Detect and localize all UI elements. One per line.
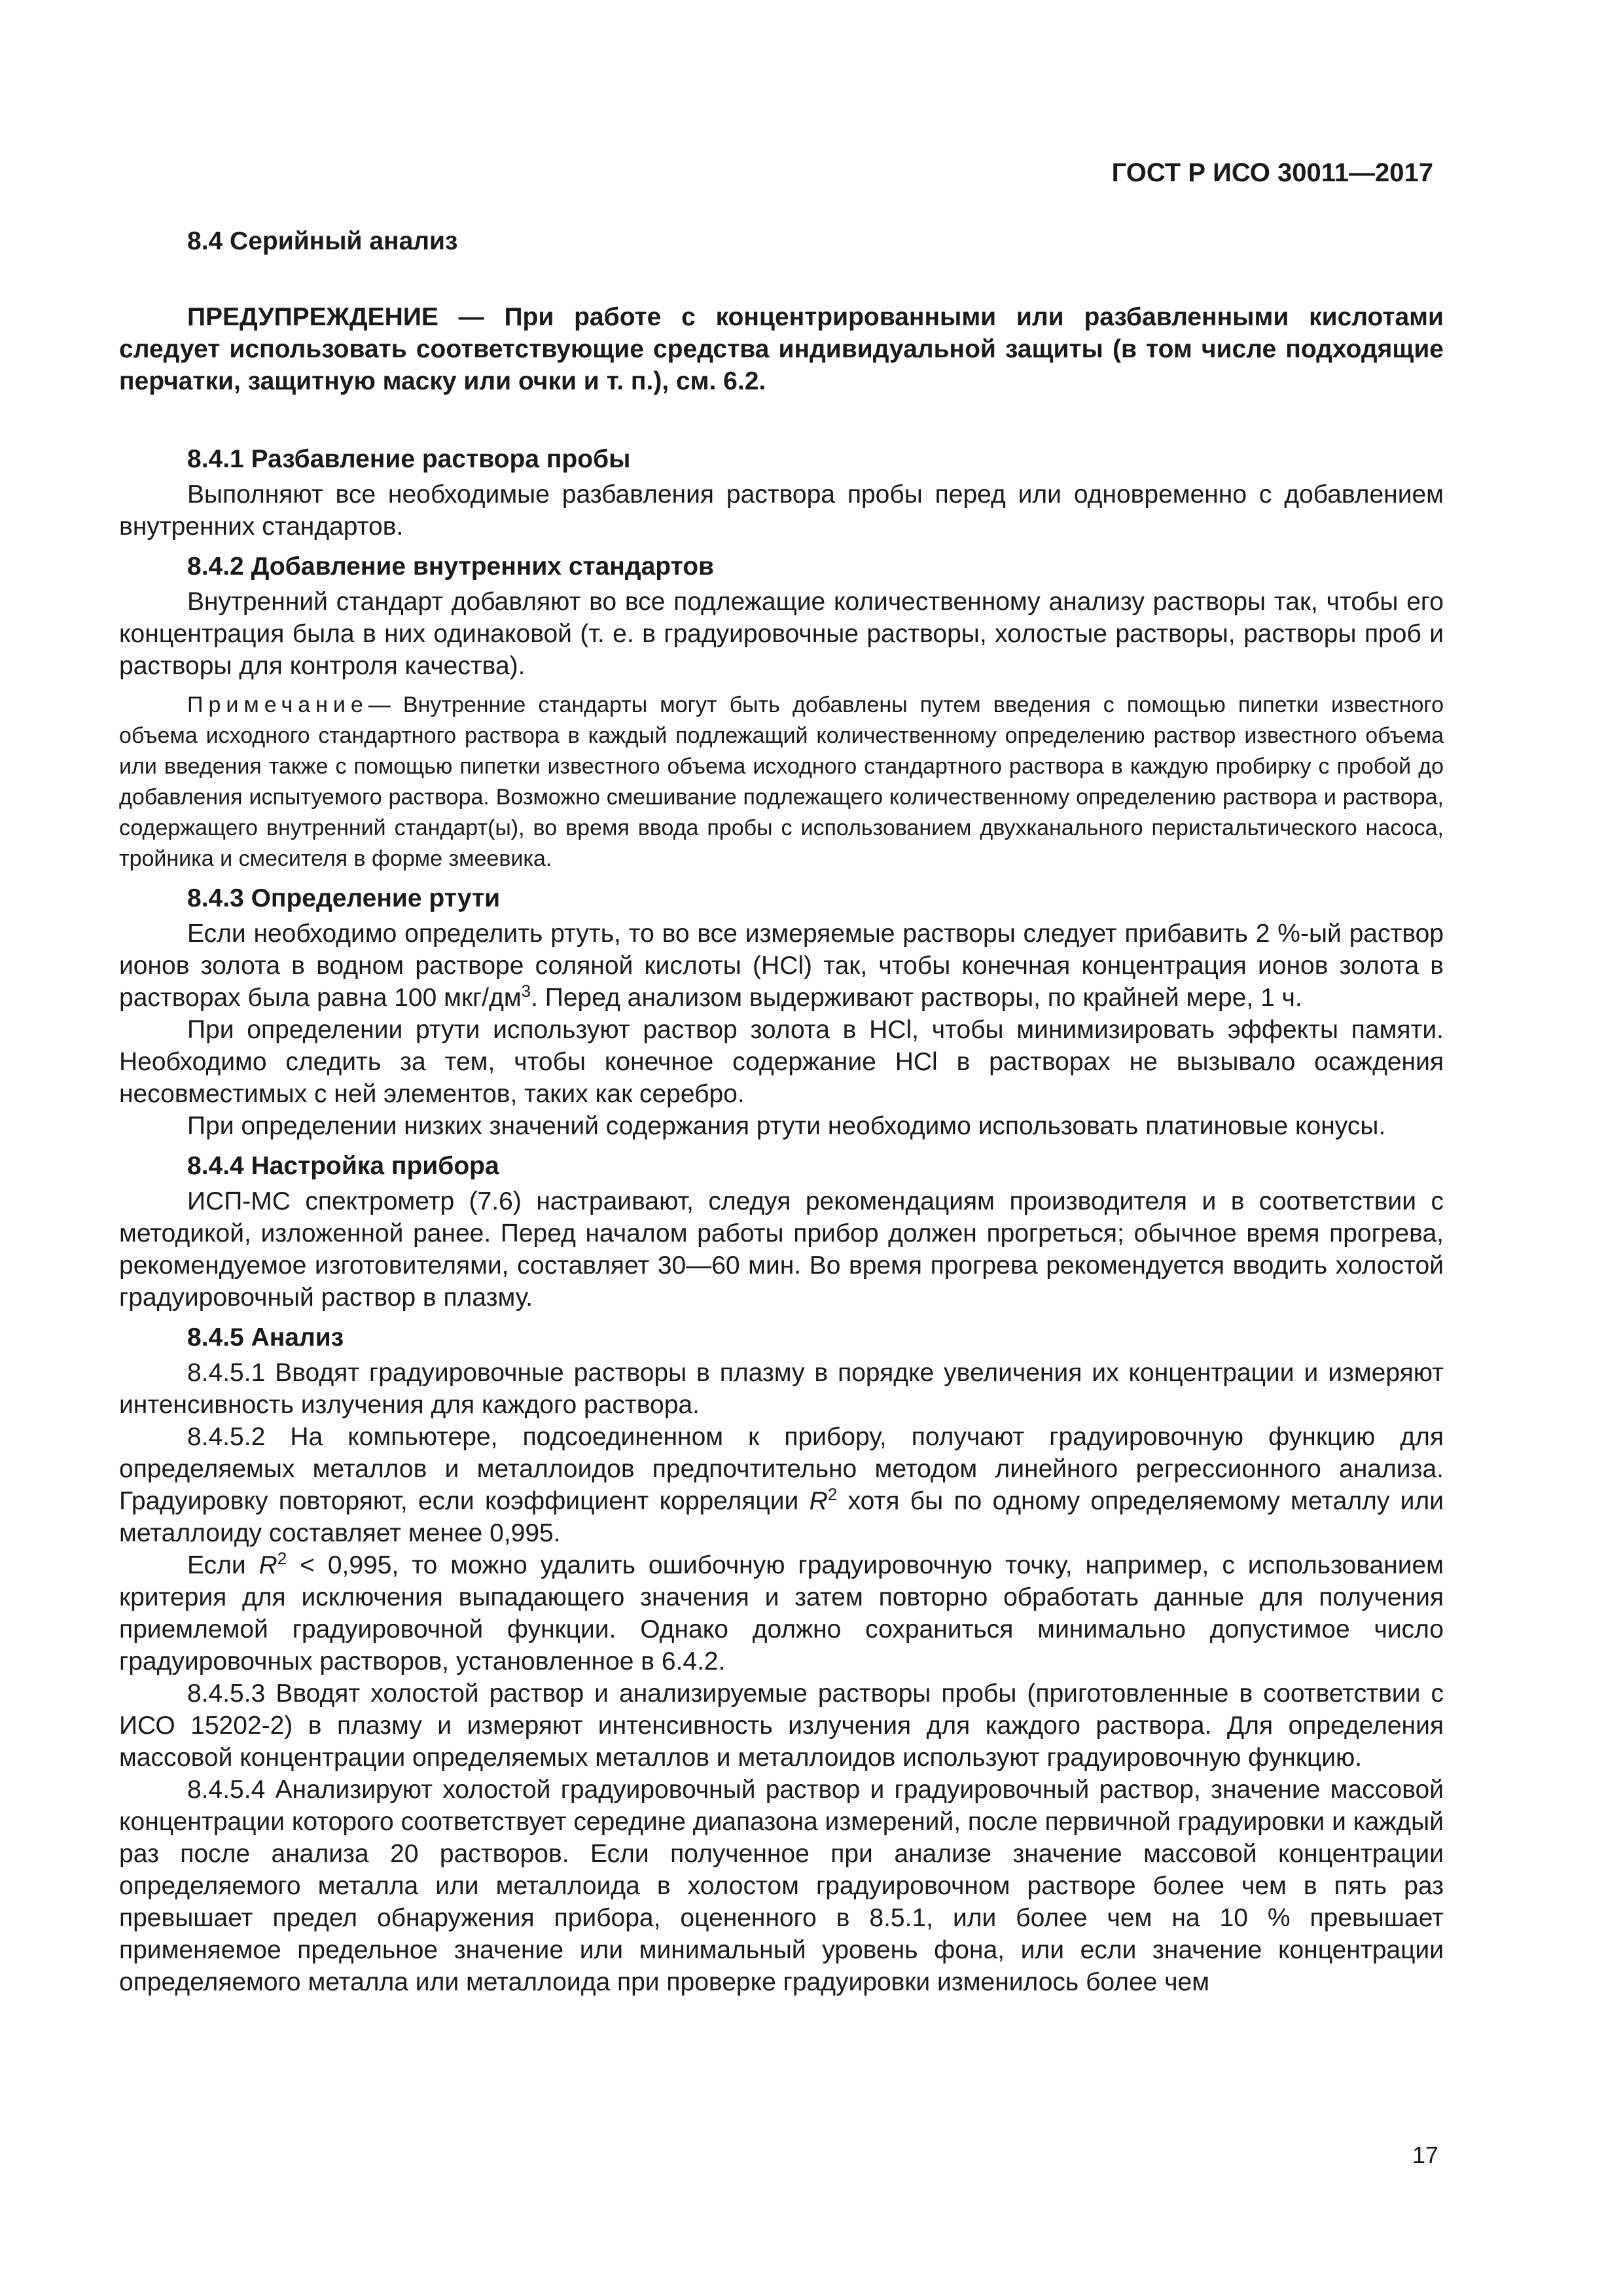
text-run: Если необходимо определить ртуть, то во все измеряемые растворы следует прибавить 2 %-ый раствор ионов золота в водном растворе соляной кислоты (HCl) так, чтобы конечная концентрация ионов золота в растворах была равна 100 мкг/дм: [119, 920, 1444, 1012]
paragraph: [119, 1549, 1444, 1677]
variable: R: [259, 1551, 277, 1579]
subsection-title: 8.4.3 Определение ртути: [187, 884, 501, 912]
page-number: 17: [1412, 2142, 1438, 2168]
paragraph: Внутренний стандарт добавляют во все подлежащие количественному анализу растворы так, чтобы его концентрация была в них одинаковой (т. е. в градуировочные растворы, холостые растворы, растворы проб и растворы для контроля качества).: [119, 588, 1444, 680]
page-content: [119, 223, 1444, 1998]
subsection-8-4-2: [119, 548, 1444, 874]
note-text: — Внутренние стандарты могут быть добавлены путем введения с помощью пипетки известного объема исходного стандартного раствора в каждый подлежащий количественному определению раствор известного объема или введения также с помощью пипетки известного объема исходного стандартного раствора в каждую пробирку с пробой до добавления испытуемого раствора. Возможно смешивание подлежащего количественному определению раствора и раствора, содержащего внутренний стандарт(ы), во время ввода пробы с использованием двухканального перистальтического насоса, тройника и смесителя в форме змеевика.: [119, 692, 1444, 871]
paragraph: [119, 918, 1444, 1014]
paragraph: 8.4.5.3 Вводят холостой раствор и анализируемые растворы пробы (приготовленные в соответствии с ИСО 15202-2) в плазму и измеряют интенсивность излучения для каждого раствора. Для определения массовой концентрации определяемых металлов и металлоидов используют градуировочную функцию.: [119, 1679, 1444, 1772]
section-title: 8.4 Серийный анализ: [187, 227, 458, 255]
note-paragraph: [119, 690, 1444, 874]
paragraph: 8.4.5.1 Вводят градуировочные растворы в плазму в порядке увеличения их концентрации и измеряют интенсивность излучения для каждого раствора.: [119, 1359, 1444, 1419]
text-run: < 0,995, то можно удалить ошибочную градуировочную точку, например, с использованием критерия для исключения выпадающего значения и затем повторно обработать данные для получения приемлемой градуировочной функции. Однако должно сохраниться минимально допустимое число градуировочных растворов, установленное в 6.4.2.: [119, 1551, 1444, 1676]
paragraph: [119, 1421, 1444, 1549]
text-run: 8.4.5.2 На компьютере, подсоединенном к прибору, получают градуировочную функцию для определяемых металлов и металлоидов предпочтительно методом линейного регрессионного анализа. Градуировку повторяют, если коэффициент корреляции: [119, 1423, 1444, 1515]
text-run: . Перед анализом выдерживают растворы, по крайней мере, 1 ч.: [531, 984, 1302, 1012]
subsection-8-4-4: [119, 1147, 1444, 1314]
superscript: 2: [277, 1549, 287, 1568]
paragraph: Выполняют все необходимые разбавления раствора пробы перед или одновременно с добавлением внутренних стандартов.: [119, 480, 1444, 541]
note-label: Примечание: [187, 692, 368, 717]
warning-paragraph: ПРЕДУПРЕЖДЕНИЕ — При работе с концентрированными или разбавленными кислотами следует использовать соответствующие средства индивидуальной защиты (в том числе подходящие перчатки, защитную маску или очки и т. п.), см. 6.2.: [119, 303, 1444, 395]
superscript: 3: [521, 981, 531, 1001]
text-run: Если: [187, 1551, 259, 1579]
subsection-title: 8.4.2 Добавление внутренних стандартов: [187, 552, 715, 581]
subsection-8-4-3: [119, 880, 1444, 1142]
subsection-title: 8.4.4 Настройка прибора: [187, 1152, 499, 1180]
paragraph: При определении ртути используют раствор золота в HCl, чтобы минимизировать эффекты памяти. Необходимо следить за тем, чтобы конечное содержание HCl в растворах не вызывало осаждения несовместимых с ней элементов, таких как серебро.: [119, 1016, 1444, 1108]
subsection-title: 8.4.5 Анализ: [187, 1323, 344, 1352]
subsection-title: 8.4.1 Разбавление раствора пробы: [187, 445, 631, 473]
document-number-header: ГОСТ Р ИСО 30011—2017: [1111, 158, 1433, 187]
paragraph: 8.4.5.4 Анализируют холостой градуировочный раствор и градуировочный раствор, значение массовой концентрации которого соответствует середине диапазона измерений, после первичной градуировки и каждый раз после анализа 20 растворов. Если полученное при анализе значение массовой концентрации определяемого металла или металлоида в холостом градуировочном растворе более чем в пять раз превышает предел обнаружения прибора, оцененного в 8.5.1, или более чем на 10 % превышает применяемое предельное значение или минимальный уровень фона, или если значение концентрации определяемого металла или металлоида при проверке градуировки изменилось более чем: [119, 1776, 1444, 1996]
text-run: хотя бы по одному определяемому металлу или металлоиду составляет менее 0,995.: [119, 1487, 1444, 1547]
paragraph: При определении низких значений содержания ртути необходимо использовать платиновые конусы.: [187, 1112, 1386, 1140]
subsection-8-4-5: [119, 1319, 1444, 1998]
superscript: 2: [827, 1484, 838, 1504]
paragraph: ИСП-МС спектрометр (7.6) настраивают, следуя рекомендациям производителя и в соответствии с методикой, изложенной ранее. Перед началом работы прибор должен прогреться; обычное время прогрева, рекомендуемое изготовителями, составляет 30—60 мин. Во время прогрева рекомендуется вводить холостой градуировочный раствор в плазму.: [119, 1187, 1444, 1312]
subsection-8-4-1: [119, 440, 1444, 543]
variable: R: [809, 1487, 828, 1515]
